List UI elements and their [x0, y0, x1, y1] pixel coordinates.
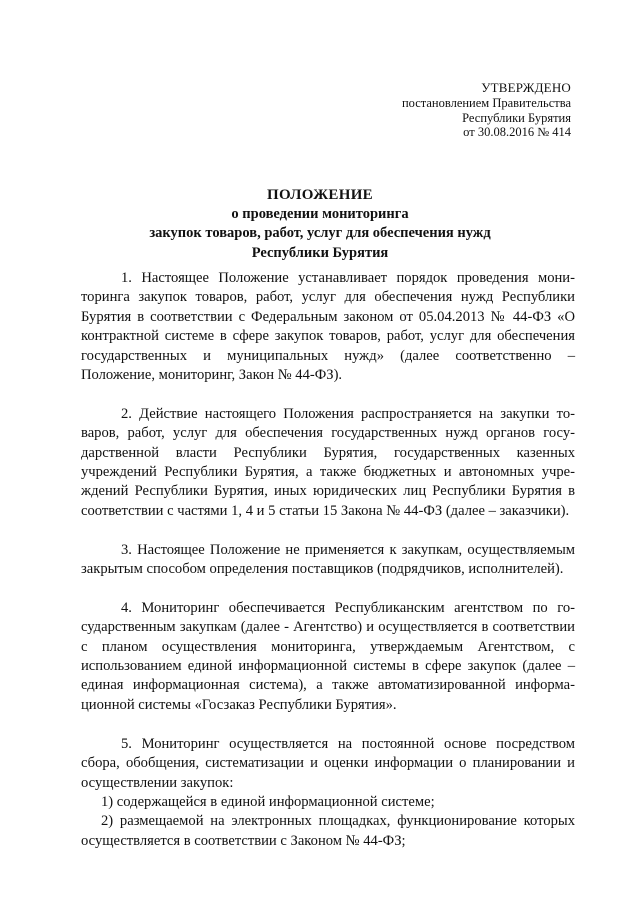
approval-line-2: Республики Бурятия [462, 110, 571, 125]
paragraph-5-item-1: 1) содержащейся в единой информационной системе; [101, 793, 435, 810]
heading-line-3: Республики Бурятия [251, 244, 389, 261]
heading-line-1: о проведении мониторинга [231, 206, 409, 223]
approval-line-3: от 30.08.2016 № 414 [463, 125, 571, 140]
approval-title: УТВЕРЖДЕНО [481, 80, 571, 95]
paragraph-5-item-2: 2) размещаемой на электронных площадках, функционирование которых осуществляется в соответствии с Законом № 44-ФЗ; [81, 813, 575, 849]
paragraph-1: 1. Настоящее Положение устанавливает порядок проведения мониторинга закупок товаров, работ, услуг для обеспечения нужд Республики Бурятия в соответствии с Федеральным законом от 05.04.2013 № 44-ФЗ «О контрактной системе в сфере закупок товаров, работ, услуг для обеспечения государственных и муниципальных нужд» (далее соответственно – Положение, мониторинг, Закон № 44-ФЗ). [81, 270, 575, 384]
paragraph-4: 4. Мониторинг обеспечивается Республиканским агентством по государственным закупкам (далее - Агентство) и осуществляется в соответствии с планом осуществления мониторинга, утверждаемым Агентством, с использованием единой информационной системы в сфере закупок (далее – единая информационная система), а также автоматизированной информационной системы «Госзаказ Республики Бурятия». [81, 599, 575, 713]
approval-stamp [402, 81, 571, 140]
document-body [81, 269, 575, 851]
document-heading [0, 186, 640, 263]
paragraph-2: 2. Действие настоящего Положения распространяется на закупки товаров, работ, услуг для обеспечения государственных нужд органов государственной власти Республики Бурятия, государственных казенных учреждений Республики Бурятия, а также бюджетных и автономных учреждений Республики Бурятия, иных юридических лиц Республики Бурятия в соответствии с частями 1, 4 и 5 статьи 15 Закона № 44-ФЗ (далее – заказчики). [81, 405, 575, 519]
heading-line-2: закупок товаров, работ, услуг для обеспечения нужд [149, 225, 491, 242]
document-title: ПОЛОЖЕНИЕ [267, 187, 373, 203]
paragraph-5: 5. Мониторинг осуществляется на постоянной основе посредством сбора, обобщения, систематизации и оценки информации о планировании и осуществлении закупок: [81, 735, 575, 791]
paragraph-3: 3. Настоящее Положение не применяется к закупкам, осуществляемым закрытым способом определения поставщиков (подрядчиков, исполнителей). [81, 541, 575, 578]
approval-line-1: постановлением Правительства [401, 95, 571, 110]
